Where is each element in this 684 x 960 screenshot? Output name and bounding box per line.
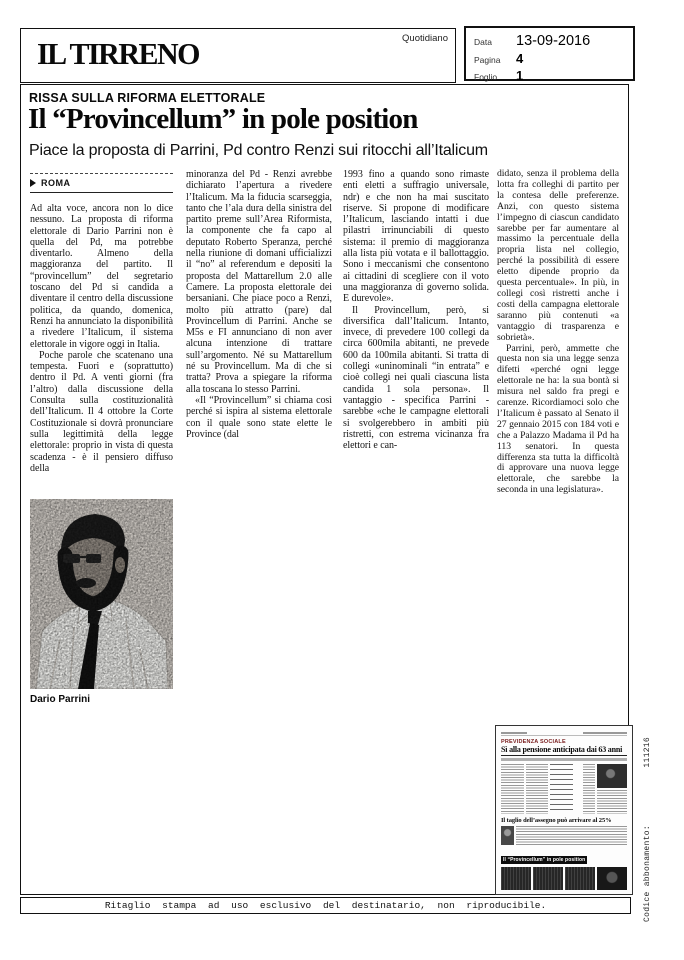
article-paragraph: Ad alta voce, ancora non lo dice nessuno. La proposta di riforma elettorale di Dario Parrini non è quella del Pd, ma potrebbe diventarlo. Almeno della maggioranza del partito. Il “provincellum” del segretario toscano del Pd si candida a diventare il centro della discussione politica, da quando, domenica, Renzi ha annunciato la disponibilità a rivedere l’Italicum, il sistema elettorale in vigore oggi in Italia. [30, 203, 173, 350]
article-frame [20, 84, 629, 895]
meta-label-data: Data [474, 37, 492, 47]
thumbnail-mid-headline: Il taglio dell’assegno può arrivare al 25% [501, 816, 612, 824]
thumbnail-dateline-bar [583, 732, 627, 734]
meta-label-pagina: Pagina [474, 55, 501, 65]
article-paragraph: Il Provincellum, però, si diversifica dall’Italicum. Intanto, invece, di prevedere 100 collegi da circa 600mila abitanti, ne prevede 600 da 100mila abitanti. Si tratta di collegi «uninominali “in entrata” e cioè collegi nei quali ciascuna lista candida 1 sola persona». Il vantaggio - specifica Parrini - sarebbe «che le campagne elettorali si svolgerebbero in ambiti più ristretti, con estrema vicinanza fra elettori e can- [343, 304, 489, 452]
thumbnail-masthead-row [501, 730, 627, 736]
thumbnail-article-strip [501, 848, 627, 890]
thumbnail-image-block [501, 867, 531, 890]
subscription-code [641, 737, 653, 922]
subscription-code-value: 111216 [642, 737, 652, 768]
thumbnail-mid-body [501, 826, 627, 845]
photo-caption: Dario Parrini [30, 694, 91, 705]
thumbnail-article-images [501, 867, 627, 890]
article-paragraph: Poche parole che scatenano una tempesta. Fuori e (soprattutto) dentro il Pd. A venti giorni (fra l’altro) dalla discussione della Consulta sulla costituzionalità dell’Italicum. Il 4 ottobre la Corte Costituzionale si dovrà pronunciare sulla legittimità della legge elettorale: proprio in vista di questa scadenza - è il pensiero diffuso della [30, 349, 173, 474]
article-paragraph: Parrini, però, ammette che questa non sia una legge senza difetti «perché ogni legge elettorale ne ha: la sua bontà si misura nel saldo fra pregi e carenze. Ricordiamoci solo che l’Italicum è passato al Senato il 27 gennaio 2015 con 184 voti e che a Palazzo Madama il Pd ha 113 senatori. In questa differenza sta tutta la difficoltà di approvare una nuova legge elettorale, che sarebbe la seconda in una legislatura». [497, 342, 619, 496]
article-column-1 [30, 203, 173, 474]
thumbnail-kicker: PREVIDENZA SOCIALE [501, 739, 566, 745]
thumbnail-photo [597, 764, 627, 788]
dario-parrini-photo [30, 499, 173, 689]
thumbnail-text-column [526, 764, 548, 814]
dateline-marker-icon [30, 179, 36, 187]
meta-row-foglio [474, 68, 625, 83]
thumbnail-photo-column [597, 764, 627, 814]
newspaper-header-box [20, 28, 456, 83]
thumbnail-text-column [597, 790, 627, 814]
thumbnail-article-headline: Il “Provincellum” in pole position [503, 856, 586, 863]
thumbnail-headline: Sì alla pensione anticipata dai 63 anni [501, 745, 627, 756]
newspaper-masthead: IL TIRRENO [37, 37, 200, 72]
meta-value-pagina: 4 [516, 51, 524, 66]
thumbnail-list-column [550, 764, 581, 814]
meta-value-date: 13-09-2016 [516, 33, 591, 49]
thumbnail-image-block [565, 867, 595, 890]
meta-row-data [474, 33, 625, 49]
meta-row-pagina [474, 51, 625, 66]
article-column-4 [497, 169, 619, 496]
publication-type-label: Quotidiano [402, 33, 448, 44]
thumbnail-image-block [597, 867, 627, 890]
article-paragraph: «Il “Provincellum” si chiama così perché si ispira al sistema elettorale con il quale sono state elette le Province (dal [186, 394, 332, 440]
thumbnail-text-column [516, 826, 627, 845]
article-column-2 [186, 169, 332, 440]
article-kicker: RISSA SULLA RIFORMA ELETTORALE [29, 91, 266, 105]
ritaglio-text: Ritaglio stampa ad uso esclusivo del destinatario, non riproducibile. [104, 900, 547, 911]
thumbnail-portrait [501, 826, 514, 845]
article-column-3 [343, 169, 489, 451]
thumbnail-image-block [533, 867, 563, 890]
article-headline: Il “Provincellum” in pole position [28, 103, 418, 135]
article-paragraph: minoranza del Pd - Renzi avrebbe dichiarato l’apertura a rivedere l’Italicum. Ma la fiducia scarseggia, tanto che l’ala dura della sinistra del partito preme sull’Area Riformista, la componente che fa capo al deputato Roberto Speranza, perché nella riunione di domani ufficializzi il “no” al referendum e depositi la proposta del Mattarellum 2.0 alle Camere. La proposta elettorale dei bersaniani. Che piace poco a Renzi, molto più attratto (pare) dal Provincellum di Parrini. Anche se M5s e FI annunciano di non aver alcuna intenzione di trattare sull’argomento. Né su Mattarellum né su Provincellum. Ma di che si tratta? Prova a spiegare la riforma alla toscana lo stesso Parrini. [186, 169, 332, 395]
thumbnail-subdeck-bar [501, 758, 627, 761]
article-paragraph: didato, senza il problema della lotta fra colleghi di partito per la contesa delle preferenze. Anzi, con questo sistema l’impegno di ciascun candidato sarebbe per far aumentare al massimo la percentuale della propria lista nel collegio, perché la possibilità di essere eletto dipende proprio da questa percentuale». In più, in collegi così ristretti anche i costi della campagna elettorale saranno più contenuti «a vantaggio di trasparenza e sobrietà». [497, 168, 619, 343]
meta-value-foglio: 1 [516, 68, 524, 83]
thumbnail-columns [501, 764, 627, 814]
page-thumbnail-inset [495, 725, 633, 895]
dateline-text: ROMA [41, 178, 71, 188]
article-dateline [30, 173, 173, 193]
thumbnail-text-column [501, 764, 524, 814]
thumbnail-text-column [583, 764, 595, 814]
thumbnail-masthead-bar [501, 732, 527, 734]
ritaglio-strip [20, 897, 631, 914]
article-subhead: Piace la proposta di Parrini, Pd contro Renzi sui ritocchi all’Italicum [29, 142, 488, 159]
clipping-meta-box [464, 26, 635, 81]
article-paragraph: 1993 fino a quando sono rimaste enti eletti a suffragio universale, ndr) e che non ha mai suscitato riserve. Si propone di modificare l’Italicum, lasciando intatti i due pilastri irrinunciabili di questo sistema: il premio di maggioranza alla lista più votata e il ballottaggio. Sono i meccanismi che consentono ai cittadini di scegliere con il voto una maggioranza di governo solida. E durevole». [343, 169, 489, 305]
meta-label-foglio: Foglio [474, 72, 498, 82]
subscription-code-label: Codice abbonamento: [642, 825, 652, 922]
